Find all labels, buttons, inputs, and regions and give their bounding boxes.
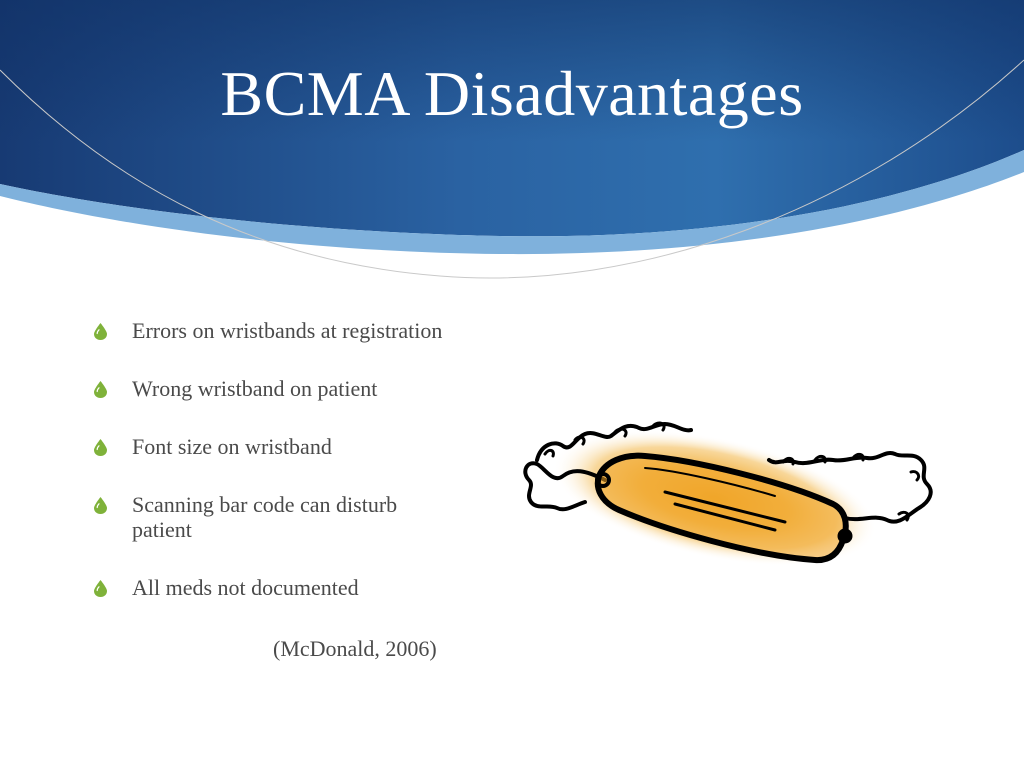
bullet-text: All meds not documented bbox=[132, 575, 359, 600]
list-item bbox=[94, 575, 514, 600]
list-item bbox=[94, 318, 514, 343]
drop-icon bbox=[94, 323, 107, 340]
list-item bbox=[94, 376, 514, 401]
wristband-icon bbox=[515, 410, 945, 575]
citation: (McDonald, 2006) bbox=[273, 636, 437, 661]
slide-title: BCMA Disadvantages bbox=[220, 58, 804, 129]
bullet-text: Scanning bar code can disturb patient bbox=[132, 492, 398, 542]
drop-icon bbox=[94, 439, 107, 456]
bullet-text: Wrong wristband on patient bbox=[132, 376, 378, 401]
drop-icon bbox=[94, 497, 107, 514]
drop-icon bbox=[94, 580, 107, 597]
bullet-list bbox=[94, 318, 514, 633]
drop-icon bbox=[94, 381, 107, 398]
list-item bbox=[94, 492, 422, 542]
bullet-text: Font size on wristband bbox=[132, 434, 332, 459]
list-item bbox=[94, 434, 514, 459]
header-banner bbox=[0, 0, 1024, 300]
right-clasp bbox=[839, 530, 851, 542]
bullet-text: Errors on wristbands at registration bbox=[132, 318, 443, 343]
